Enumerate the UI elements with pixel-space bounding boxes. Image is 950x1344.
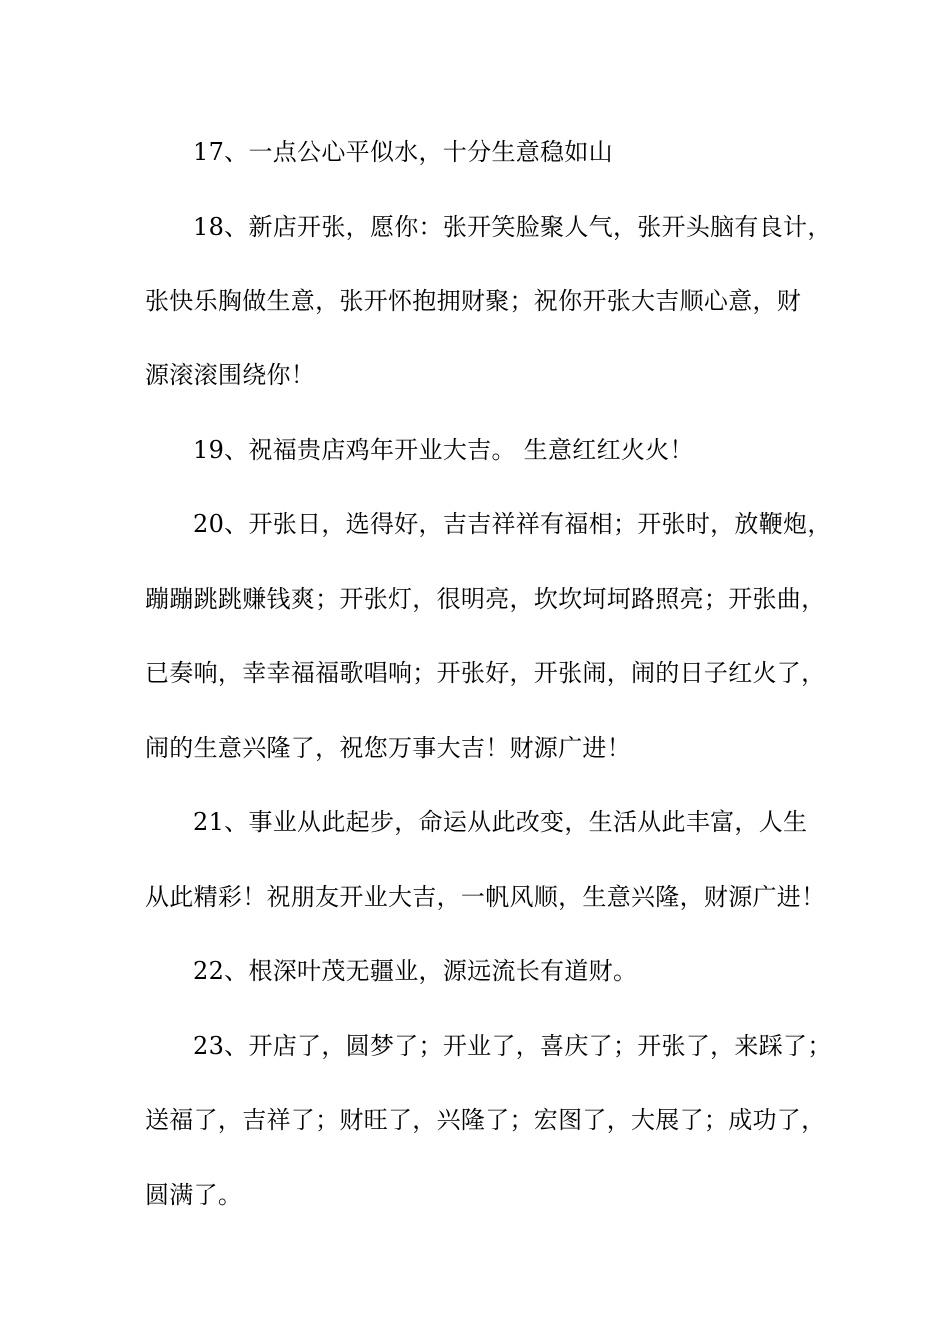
paragraph-23-line-3: 圆满了。 (145, 1181, 243, 1209)
paragraph-21-line-1: 21、事业从此起步，命运从此改变，生活从此丰富，人生 (193, 808, 808, 836)
paragraph-18-line-2: 张快乐胸做生意，张开怀抱拥财聚；祝你开张大吉顺心意，财 (145, 287, 802, 315)
paragraph-23-line-1: 23、开店了，圆梦了；开业了，喜庆了；开张了，来踩了； (193, 1032, 832, 1060)
paragraph-21-line-2: 从此精彩！祝朋友开业大吉，一帆风顺，生意兴隆，财源广进！ (145, 883, 826, 911)
paragraph-20-line-2: 蹦蹦跳跳赚钱爽；开张灯，很明亮，坎坎坷坷路照亮；开张曲， (145, 585, 826, 613)
paragraph-17: 17、一点公心平似水，十分生意稳如山 (193, 138, 613, 166)
paragraph-22: 22、根深叶茂无疆业，源远流长有道财。 (193, 957, 638, 985)
paragraph-20-line-4: 闹的生意兴隆了，祝您万事大吉！财源广进！ (145, 734, 631, 762)
paragraph-18-line-3: 源滚滚围绕你！ (145, 361, 316, 389)
paragraph-18-line-1: 18、新店开张，愿你：张开笑脸聚人气，张开头脑有良计， (193, 213, 832, 241)
paragraph-20-line-3: 已奏响，幸幸福福歌唱响；开张好，开张闹，闹的日子红火了， (145, 659, 826, 687)
paragraph-20-line-1: 20、开张日，选得好，吉吉祥祥有福相；开张时，放鞭炮， (193, 510, 832, 538)
paragraph-19: 19、祝福贵店鸡年开业大吉。 生意红红火火！ (193, 436, 694, 464)
paragraph-23-line-2: 送福了，吉祥了；财旺了，兴隆了；宏图了，大展了；成功了， (145, 1106, 826, 1134)
